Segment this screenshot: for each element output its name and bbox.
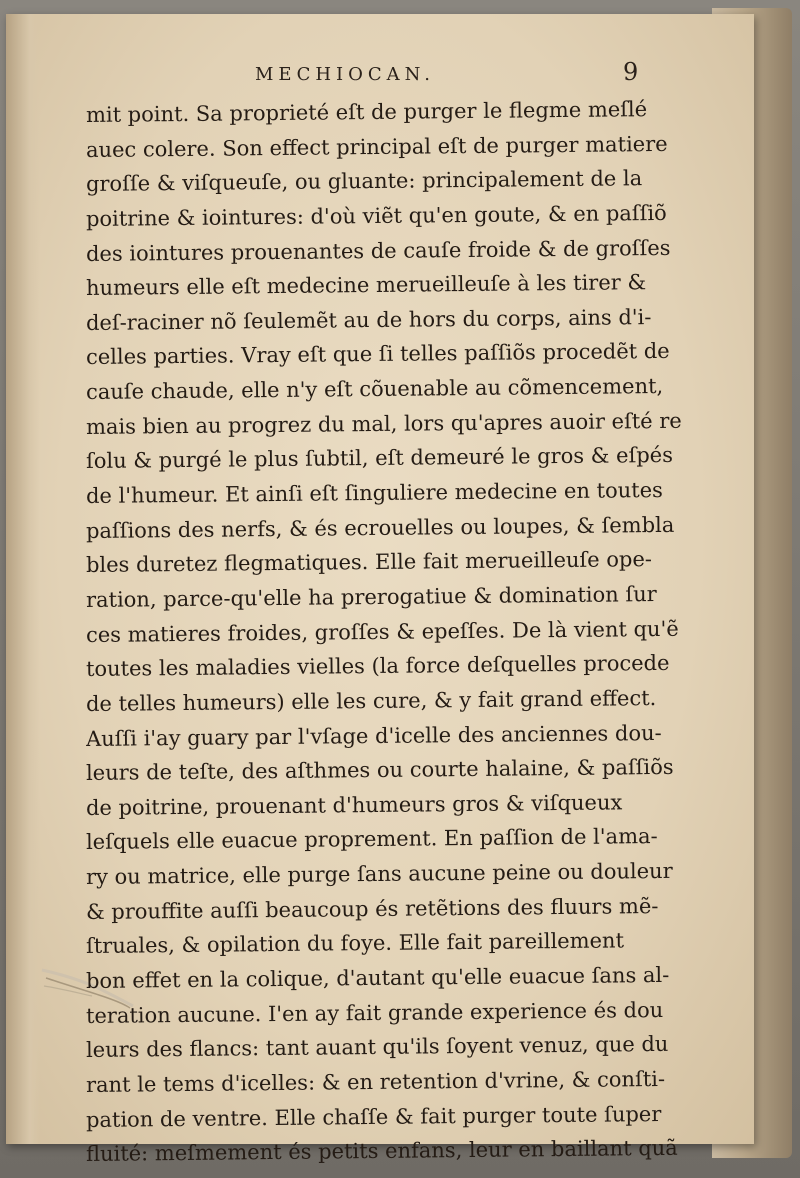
text-line: pation de ventre. Elle chaſſe & fait purger toute ſuper	[85, 1101, 662, 1132]
text-line: de telles humeurs) elle les cure, & y fait grand effect.	[85, 685, 657, 716]
text-line: ſtruales, & opilation du foye. Elle fait pareillement	[85, 928, 625, 959]
page-gutter-shadow	[6, 14, 40, 1144]
text-line: bon effet en la colique, d'autant qu'elle euacue ſans al-	[85, 962, 670, 994]
text-line: leſquels elle euacue proprement. En paſſion de l'ama-	[85, 824, 658, 855]
text-line: poitrine & iointures: d'où viẽt qu'en goute, & en paſſiõ	[85, 200, 667, 231]
text-line: leurs des flancs: tant auant qu'ils ſoyent venuz, que du	[85, 1032, 669, 1063]
page-header	[255, 58, 655, 94]
text-line: bles duretez flegmatiques. Elle fait merueilleuſe ope-	[85, 547, 653, 578]
text-line: & prouffite auſſi beaucoup és retẽtions des fluurs mẽ-	[85, 893, 659, 924]
text-line: Auſſi i'ay guary par l'vſage d'icelle des anciennes dou-	[85, 720, 662, 751]
text-line: ſolu & purgé le plus ſubtil, eſt demeuré le gros & eſpés	[85, 443, 674, 474]
text-line: de l'humeur. Et ainſi eſt ſinguliere medecine en toutes	[85, 478, 663, 509]
text-line: toutes les maladies vielles (la force deſquelles procede	[85, 651, 670, 682]
text-line: deſ-raciner nõ ſeulemẽt au de hors du corps, ains d'i-	[85, 304, 652, 335]
text-line: rant le tems d'icelles: & en retention d'vrine, & conſti-	[85, 1066, 666, 1097]
text-line: ry ou matrice, elle purge ſans aucune peine ou douleur	[85, 858, 673, 890]
text-line: de poitrine, prouenant d'humeurs gros & viſqueux	[85, 790, 623, 820]
body-text	[86, 98, 686, 1172]
text-line: fluité: meſmement és petits enfans, leur en baillant quã	[85, 1136, 678, 1167]
text-line: mit point. Sa proprieté eſt de purger le flegme meſlé	[85, 97, 648, 127]
text-line: cauſe chaude, elle n'y eſt cõuenable au cõmencement,	[85, 374, 664, 405]
text-line: humeurs elle eſt medecine merueilleuſe à les tirer &	[85, 270, 647, 301]
text-line: paſſions des nerfs, & és ecrouelles ou loupes, & ſembla	[85, 512, 675, 543]
text-line: des iointures prouenantes de cauſe froide & de groſſes	[85, 235, 671, 266]
text-line: auec colere. Son effect principal eſt de purger matiere	[85, 131, 668, 162]
text-line: celles parties. Vray eſt que ſi telles paſſiõs procedẽt de	[85, 339, 670, 370]
text-line: teration aucune. I'en ay fait grande experience és dou	[85, 997, 664, 1028]
text-line: leurs de teſte, des aſthmes ou courte halaine, & paſſiõs	[85, 755, 674, 786]
text-line: ration, parce-qu'elle ha prerogatiue & domination ſur	[85, 581, 657, 612]
text-line: groſſe & viſqueuſe, ou gluante: principalement de la	[85, 166, 643, 197]
text-line: ces matieres froides, groſſes & epeſſes. De là vient qu'ẽ	[85, 616, 679, 647]
running-head: MECHIOCAN.	[255, 64, 435, 85]
page-number: 9	[623, 58, 639, 86]
text-line: mais bien au progrez du mal, lors qu'apres auoir eſté re	[85, 408, 682, 439]
